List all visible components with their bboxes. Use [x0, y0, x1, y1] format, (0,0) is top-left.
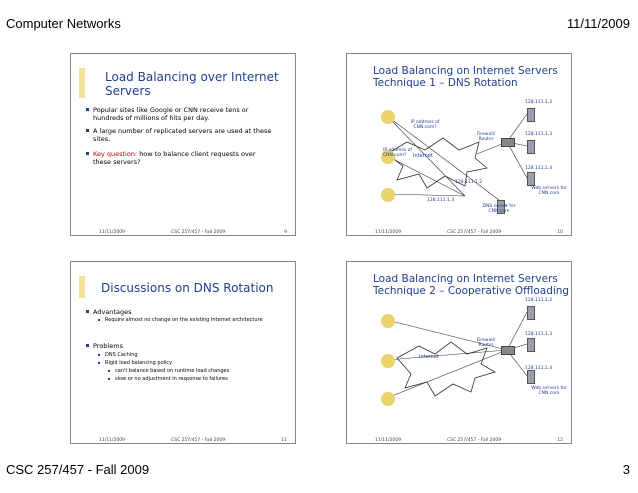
bullet-item: Key question: how to balance client requests over these servers? [93, 150, 273, 166]
title-accent-bar [79, 68, 85, 98]
bullet-item: A large number of replicated servers are used at these sites. [93, 127, 273, 143]
sub-bullet-item: Rigid load balancing policy [105, 360, 172, 366]
ip-label: 128.111.1.3 [427, 198, 455, 203]
page-footer-course: CSC 257/457 - Fall 2009 [6, 462, 150, 477]
bullet-icon [98, 319, 100, 321]
bullet-item: Popular sites like Google or CNN receive tens or hundreds of millions of hits per day. [93, 106, 273, 122]
web-servers-label: Web servers for CNN.com [531, 186, 567, 196]
bullet-icon [86, 129, 89, 132]
bullet-icon [86, 344, 89, 347]
slide-title-line2: Technique 1 – DNS Rotation [373, 77, 518, 89]
bullet-item: Problems [93, 342, 123, 350]
slide-10: Load Balancing on Internet Servers Technique 1 – DNS Rotation 128.111.1.2 128.111.1.3 128.111.1.4 128.111.1.2 128.111.1.3 IP address of CNN.com? IP address of CNN.com? Internet Firewall/ Router Web servers for CNN.com DNS server for CNN.com 11/11/2009 CSC 257/457 - Fall 2009 10 [346, 53, 572, 236]
slide-12: Load Balancing on Internet Servers Technique 2 – Cooperative Offloading 128.111.1.2 128.111.1.3 128.111.1.4 Internet Firewall/ Router Web servers for CNN.com 11/11/2009 CSC 257/457 - Fall 2009 12 [346, 261, 572, 444]
client-person-icon [381, 188, 395, 202]
page-number: 3 [622, 462, 630, 477]
sub-bullet-item: DNS Caching [105, 352, 138, 358]
client-person-icon [381, 354, 395, 368]
sub-bullet-item: slow or no adjustment in response to failures [115, 376, 228, 382]
bullet-icon [108, 378, 110, 380]
web-server-icon [527, 140, 535, 154]
cooperative-offloading-diagram [347, 262, 573, 445]
firewall-label: Firewall/ Router [476, 132, 496, 142]
ip-label: 128.111.1.4 [525, 366, 553, 371]
firewall-label: Firewall/ Router [476, 338, 496, 348]
bullet-item: Advantages [93, 308, 131, 316]
dns-rotation-diagram [347, 54, 573, 237]
web-server-icon [527, 338, 535, 352]
ip-label: 128.111.1.2 [525, 298, 553, 303]
dns-server-label: DNS server for CNN.com [482, 204, 516, 214]
bullet-icon [98, 354, 100, 356]
internet-label: Internet [419, 354, 439, 360]
web-server-icon [527, 370, 535, 384]
sub-bullet-item: Require almost no change on the existing Internet architecture [105, 317, 275, 323]
web-server-icon [527, 306, 535, 320]
sub-bullet-item: can't balance based on runtime load changes [115, 368, 229, 374]
slide-title-line1: Load Balancing over Internet [105, 70, 279, 84]
slide-title-line2: Technique 2 – Cooperative Offloading [373, 285, 570, 297]
internet-label: Internet [413, 153, 433, 159]
slide-title-line1: Load Balancing on Internet Servers [373, 65, 558, 77]
page-header-date: 11/11/2009 [566, 16, 630, 31]
client-person-icon [381, 110, 395, 124]
bullet-icon [98, 362, 100, 364]
web-server-icon [527, 108, 535, 122]
bullet-icon [108, 370, 110, 372]
slide-11: Discussions on DNS Rotation Advantages Require almost no change on the existing Internet architecture Problems DNS Caching Rigid load balancing policy can't balance based on runtime load changes slow or no adjustment in response to failures 11/11/2009 CSC 257/457 - Fall 2009 11 [70, 261, 296, 444]
title-accent-bar [79, 276, 85, 298]
bullet-icon [86, 310, 89, 313]
firewall-router-icon [501, 138, 515, 147]
ip-label: 128.111.1.4 [525, 166, 553, 171]
ip-label: 128.111.1.2 [455, 180, 483, 185]
ip-label: 128.111.1.2 [525, 100, 553, 105]
slide-title-line2: Servers [105, 84, 151, 98]
slide-title: Discussions on DNS Rotation [101, 281, 274, 295]
bullet-icon [86, 152, 89, 155]
web-servers-label: Web servers for CNN.com [531, 386, 567, 396]
ip-label: 128.111.1.3 [525, 132, 553, 137]
web-server-icon [527, 172, 535, 186]
client-person-icon [381, 392, 395, 406]
ip-label: 128.111.1.3 [525, 332, 553, 337]
dns-query-label: IP address of CNN.com? [410, 120, 440, 130]
page-header-title: Computer Networks [6, 16, 121, 31]
client-person-icon [381, 314, 395, 328]
slide-title-line1: Load Balancing on Internet Servers [373, 273, 558, 285]
slide-9: Load Balancing over Internet Servers Popular sites like Google or CNN receive tens or hundreds of millions of hits per day. A large number of replicated servers are used at these sites. Key question: how to balance client requests over these servers? 11/11/2009 CSC 257/457 - Fall 2009 9 [70, 53, 296, 236]
bullet-icon [86, 108, 89, 111]
dns-query-label: IP address of CNN.com? [383, 148, 412, 158]
firewall-router-icon [501, 346, 515, 355]
